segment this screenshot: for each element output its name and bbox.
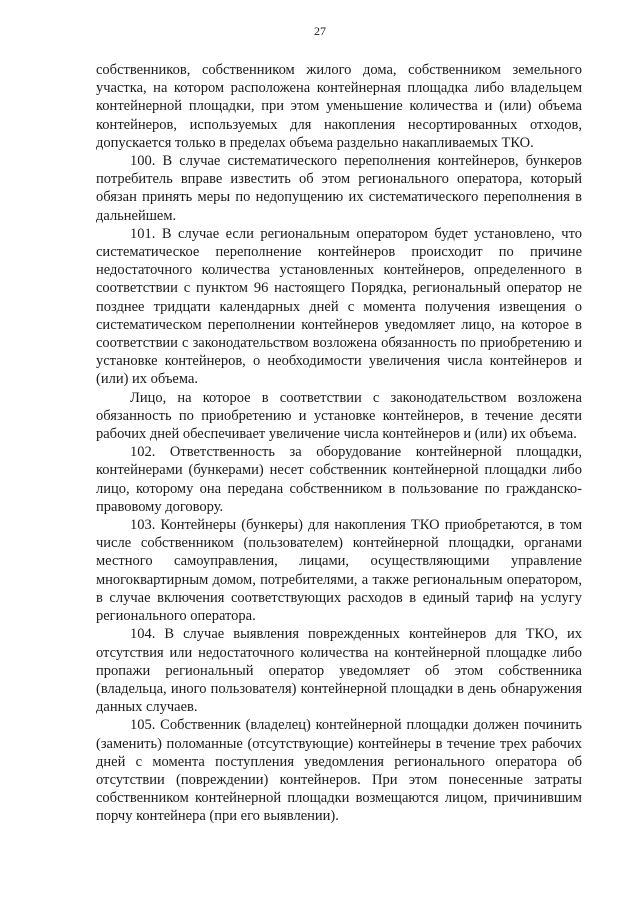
page-number: 27 bbox=[314, 24, 326, 38]
paragraph-item-104: 104. В случае выявления поврежденных контейнеров для ТКО, их отсутствия или недостаточного количества на контейнерной площадке либо пропажи региональный оператор уведомляет об этом собственника (владельца, иного пользователя) контейнерной площадки в день обнаружения данных случаев. bbox=[96, 626, 582, 716]
document-body bbox=[96, 61, 582, 826]
paragraph-item-103: 103. Контейнеры (бункеры) для накопления ТКО приобретаются, в том числе собственником (пользователем) контейнерной площадки, органами местного самоуправления, лицами, осуществляющими управление многоквартирным домом, потребителями, а также региональным оператором, в случае включения соответствующих расходов в единый тариф на услугу регионального оператора. bbox=[96, 517, 582, 625]
paragraph-item-100: 100. В случае систематического переполнения контейнеров, бункеров потребитель вправе известить об этом регионального оператора, который обязан принять меры по недопущению их систематического переполнения в дальнейшем. bbox=[96, 153, 582, 224]
paragraph-item-101-continued: Лицо, на которое в соответствии с законодательством возложена обязанность по приобретению и установке контейнеров, в течение десяти рабочих дней обеспечивает увеличение числа контейнеров и (или) их объема. bbox=[96, 389, 582, 443]
paragraph-item-101: 101. В случае если региональным оператором будет установлено, что систематическое переполнение контейнеров происходит по причине недостаточного количества установленных контейнеров, определенного в соответствии с пунктом 96 настоящего Порядка, региональный оператор не позднее тридцати календарных дней с момента получения извещения о систематическом переполнении контейнеров уведомляет лицо, на которое в соответствии с законодательством возложена обязанность по приобретению и установке контейнеров, о необходимости увеличения числа контейнеров и (или) их объема. bbox=[96, 225, 582, 388]
paragraph-item-102: 102. Ответственность за оборудование контейнерной площадки, контейнерами (бункерами) несет собственник контейнерной площадки либо лицо, которому она передана собственником в пользование по гражданско-правовому договору. bbox=[96, 444, 582, 515]
paragraph-continuation: собственников, собственником жилого дома, собственником земельного участка, на котором расположена контейнерная площадка либо владельцем контейнерной площадки, при этом уменьшение количества и (или) объема контейнеров, используемых для накопления несортированных отходов, допускается только в пределах объема раздельно накапливаемых ТКО. bbox=[96, 62, 582, 151]
paragraph-item-105: 105. Собственник (владелец) контейнерной площадки должен починить (заменить) поломанные (отсутствующие) контейнеры в течение трех рабочих дней с момента поступления уведомления регионального оператора об отсутствии (повреждении) контейнеров. При этом понесенные затраты собственником контейнерной площадки возмещаются лицом, причинившим порчу контейнера (при его выявлении). bbox=[96, 717, 582, 825]
